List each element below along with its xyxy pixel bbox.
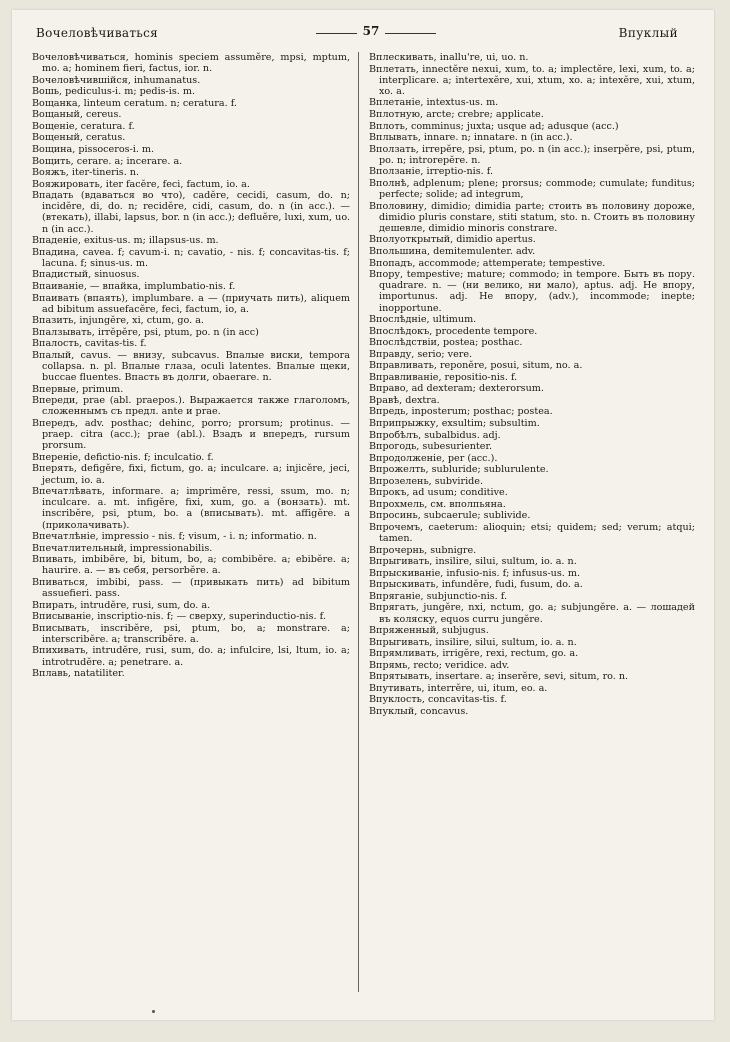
dictionary-entry: Впору, tempestive; mature; commodo; in tempore. Быть въ пору. quadrare. n. — (ни велико, ни мало), aptus. adj. Не впору, importunus. adj. Не впору, (adv.), incommode; inepte; inopportune. xyxy=(369,269,695,314)
dictionary-entry: Вписывать, inscribĕre, psi, ptum, bo, a; monstrare. a; interscribĕre. a; transcribĕre. a. xyxy=(32,622,350,645)
dictionary-entry: Впрягать, jungĕre, nxi, nctum, go. a; subjungĕre. a. — лошадей въ коляску, equos curru jungĕre. xyxy=(369,602,695,625)
dictionary-entry: Впрогодь, subesurienter. xyxy=(369,441,493,453)
dictionary-entry: Впутивать, interrĕre, ui, itum, eo. a. xyxy=(369,682,548,694)
ink-speck xyxy=(152,1010,155,1013)
dictionary-entry: Вплоть, comminus; juxta; usque ad; adusque (acc.) xyxy=(369,120,619,132)
dictionary-entry: Впрокъ, ad usum; conditive. xyxy=(369,487,508,499)
header-left-guideword: Вочеловѣчиваться xyxy=(36,26,159,40)
dictionary-entry: Вощанка, linteum ceratum. n; ceratura. f. xyxy=(32,97,237,109)
dictionary-entry: Впуклый, concavus. xyxy=(369,705,469,717)
dictionary-entry: Впрожелть, subluride; sublurulente. xyxy=(369,464,549,476)
dictionary-entry: Впадина, cavea. f; cavum-i. n; cavatio, - nis. f; concavitas-tis. f; lacuna. f; sinus-us. m. xyxy=(32,246,350,269)
dictionary-entry: Вполнѣ, adplenum; plene; prorsus; commode; cumulate; funditus; perfecte; solide; ad integrum, xyxy=(369,177,695,200)
dictionary-entry: Вполуоткрытый, dimidio apertus. xyxy=(369,234,536,246)
dictionary-entry: Впечатлѣвать, informare. a; imprimĕre, ressi, ssum, mo. n; inculcare. a. mt. infigĕre, fixi, xum, go. a (вонзать). mt. inscribĕre, psi, ptum, bo. a (вписывать). mt. affigĕre. a (приколачивать). xyxy=(32,486,350,531)
dictionary-entry: Вприпрыжку, exsultim; subsultim. xyxy=(369,417,540,429)
dictionary-entry: Вползаніе, irreptio-nis. f. xyxy=(369,166,494,178)
dictionary-entry: Впрыгивать, insilire, silui, sultum, io. a. n. xyxy=(369,636,577,648)
dictionary-entry: Впервые, primum. xyxy=(32,383,124,395)
dictionary-entry: Впалзывать, irrĕpĕre, psi, ptum, po. n (in acc) xyxy=(32,326,259,338)
dictionary-page xyxy=(12,10,714,1020)
page-number: 57 xyxy=(357,24,386,38)
dictionary-entry: Вощить, cerare. a; incerare. a. xyxy=(32,155,183,167)
dictionary-entry: Впиваться, imbibi, pass. — (привыкать пить) ad bibitum assuefieri. pass. xyxy=(32,576,350,600)
dictionary-entry: Впольшина, demitemulenter. adv. xyxy=(369,245,536,257)
dictionary-entry: Впалость, cavitas-tis. f. xyxy=(32,338,147,350)
dictionary-entry: Вплавь, natatiliter. xyxy=(32,668,125,680)
dictionary-entry: Впуклость, concavitas-tis. f. xyxy=(369,694,507,706)
dictionary-entry: Впослѣдствіи, postea; posthac. xyxy=(369,337,523,349)
dictionary-entry: Вочеловѣчиваться, hominis speciem assumĕre, mpsi, mptum, mo. a; hominem fieri, factus, ior. n. xyxy=(32,52,350,75)
dictionary-entry: Вправливать, reponĕre, posui, situm, no. a. xyxy=(369,360,583,372)
dictionary-entry: Впрыскиваніе, infusio-nis. f; infusus-us. m. xyxy=(369,567,581,579)
dictionary-entry: Вошь, pediculus-i. m; pedis-is. m. xyxy=(32,86,196,98)
dictionary-entry: Впаивать (впаять), implumbare. a — (приучать пить), aliquem ad bibitum assuefacĕre, feci, factum, io, a. xyxy=(32,292,350,315)
dictionary-entry: Впрозелень, subviride. xyxy=(369,475,484,487)
dictionary-entry: Вправо, ad dexteram; dexterorsum. xyxy=(369,383,544,395)
dictionary-entry: Вощаный, cereus. xyxy=(32,109,122,121)
dictionary-entry: Впереди, prae (abl. praepos.). Выражается также глаголомъ, сложеннымъ съ предл. ante и prae. xyxy=(32,395,350,418)
dictionary-entry: Впробѣлъ, subalbidus. adj. xyxy=(369,429,501,441)
dictionary-entry: Вощеніе, ceratura. f. xyxy=(32,120,135,132)
dictionary-entry: Впаиваніе, — впайка, implumbatio-nis. f. xyxy=(32,280,236,292)
dictionary-entry: Впрочемъ, caeterum: alioquin; etsi; quidem; sed; verum; atqui; tamen. xyxy=(369,521,695,545)
dictionary-entry: Впалый, cavus. — внизу, subcavus. Впалые виски, tempora collapsa. n. pl. Впалые глаза, oculi latentes. Впалые щеки, buccae fluentes. Впасть въ долги, obaerare. n. xyxy=(32,349,350,384)
header-right-guideword: Впуклый xyxy=(618,26,678,40)
dictionary-entry: Вплотную, arcte; crebre; applicate. xyxy=(369,108,544,120)
dictionary-entry: Впрятывать, insertare. a; inserĕre, sevi, situm, ro. n. xyxy=(369,671,629,683)
dictionary-entry: Вощина, pissoceros-i. m. xyxy=(32,143,155,155)
dictionary-entry: Вправливаніе, repositio-nis. f. xyxy=(369,371,518,383)
header-page-number-wrap xyxy=(36,24,706,38)
dictionary-entry: Вплетаніе, intextus-us. m. xyxy=(369,97,499,109)
dictionary-entry: Впослѣдніе, ultimum. xyxy=(369,314,477,326)
dictionary-entry: Впряганіе, subjunctio-nis. f. xyxy=(369,590,508,602)
dictionary-entry: Впивать, imbibĕre, bi, bitum, bo, a; combibĕre. a; ebibĕre. a; haurire. a. — въ себя, persorbĕre. a. xyxy=(32,554,350,577)
dictionary-entry: Впряженный, subjugus. xyxy=(369,625,489,637)
dictionary-entry: Впечатлительный, impressionabilis. xyxy=(32,542,213,554)
dictionary-entry: Вочеловѣчившійся, inhumanatus. xyxy=(32,74,201,86)
dictionary-entry: Впрочернь, subnigre. xyxy=(369,544,477,556)
dictionary-entry: Впрохмель, см. вполпьяна. xyxy=(369,498,506,510)
dictionary-entry: Впослѣдокъ, procedente tempore. xyxy=(369,325,538,337)
dictionary-entry: Впереніе, defictio-nis. f; inculcatio. f. xyxy=(32,451,214,463)
dictionary-entry: Вправду, serio; vere. xyxy=(369,348,473,360)
dictionary-entry: Вписываніе, inscriptio-nis. f; — сверху, superinductio-nis. f. xyxy=(32,611,326,623)
dictionary-entry: Впечатлѣніе, impressio - nis. f; visum, - i. n; informatio. n. xyxy=(32,531,317,543)
dictionary-entry: Вояжъ, iter-tineris. n. xyxy=(32,167,140,179)
dictionary-entry: Вощеный, ceratus. xyxy=(32,132,126,144)
dictionary-entry: Вплывать, innare. n; innatare. n (in acc.). xyxy=(369,132,573,144)
dictionary-entry: Вперять, defigĕre, fixi, fictum, go. a; inculcare. a; injicĕre, jeci, jectum, io. a. xyxy=(32,463,350,486)
dictionary-entry: Впрыскивать, infundĕre, fudi, fusum, do. a. xyxy=(369,579,583,591)
dictionary-entry: Впопадъ, accommode; attemperate; tempestive. xyxy=(369,257,606,269)
dictionary-entry: Вползать, irrepĕre, psi, ptum, po. n (in acc.); inserpĕre, psi, ptum, po. n; introrepĕre. n. xyxy=(369,143,695,166)
dictionary-entry: Вравѣ, dextra. xyxy=(369,394,440,406)
dictionary-entry: Вполовину, dimidio; dimidia parte; стоить въ половину дороже, dimidio pluris constare, stiti statum, sto. n. Стоить въ половину дешевле, dimidio minoris constrare. xyxy=(369,200,695,234)
dictionary-entry: Впазить, injungĕre, xi, ctum, go. a. xyxy=(32,315,204,327)
dictionary-entry: Впрямь, recto; veridice. adv. xyxy=(369,659,510,671)
dictionary-entry: Впрямливать, irrigĕre, rexi, rectum, go. a. xyxy=(369,648,579,660)
dictionary-entry: Впадать (вдаваться во что), cadĕre, cecidi, casum, do. n; incidĕre, di, do. n; recidĕre, cidi, casum, do. n (in acc.). — (втекать), illabi, lapsus, bor. n (in acc.); defluĕre, luxi, xum, uo. n (in acc.). xyxy=(32,190,350,235)
dictionary-entry: Вплетать, innectĕre nexui, xum, to. a; implectĕre, lexi, xum, to. a; interplicare. a; intertexĕre, xui, xtum, xo. a; intexĕre, xui, xtum, xo. a. xyxy=(369,63,695,97)
dictionary-entry: Впадистый, sinuosus. xyxy=(32,269,140,281)
dictionary-entry: Впрыгивать, insilire, silui, sultum, io. a. n. xyxy=(369,556,577,568)
dictionary-entry: Вояжировать, iter facĕre, feci, factum, io. a. xyxy=(32,178,250,190)
dictionary-entry: Впредь, inposterum; posthac; postea. xyxy=(369,406,553,418)
dictionary-entry: Впередъ, adv. posthac; dehinc, porro; prorsum; protinus. — praep. citra (acc.); prae (abl.). Взадъ и впередъ, rursum prorsum. xyxy=(32,417,350,452)
dictionary-entry: Вплескивать, inallu're, ui, uo. n. xyxy=(369,52,529,63)
column-divider xyxy=(358,52,359,992)
page-header xyxy=(36,18,706,48)
dictionary-entry: Впросинь, subcaerule; sublivide. xyxy=(369,510,531,522)
right-column xyxy=(369,52,695,990)
dictionary-entry: Впаденіе, exitus-us. m; illapsus-us. m. xyxy=(32,235,219,247)
dictionary-entry: Впихивать, intrudĕre, rusi, sum, do. a; infulcire, lsi, ltum, io. a; introtrudĕre. a; penetrare. a. xyxy=(32,645,350,668)
dictionary-entry: Впродолженіе, per (acc.). xyxy=(369,452,498,464)
left-column xyxy=(32,52,350,990)
dictionary-entry: Впирать, intrudĕre, rusi, sum, do. a. xyxy=(32,599,211,611)
